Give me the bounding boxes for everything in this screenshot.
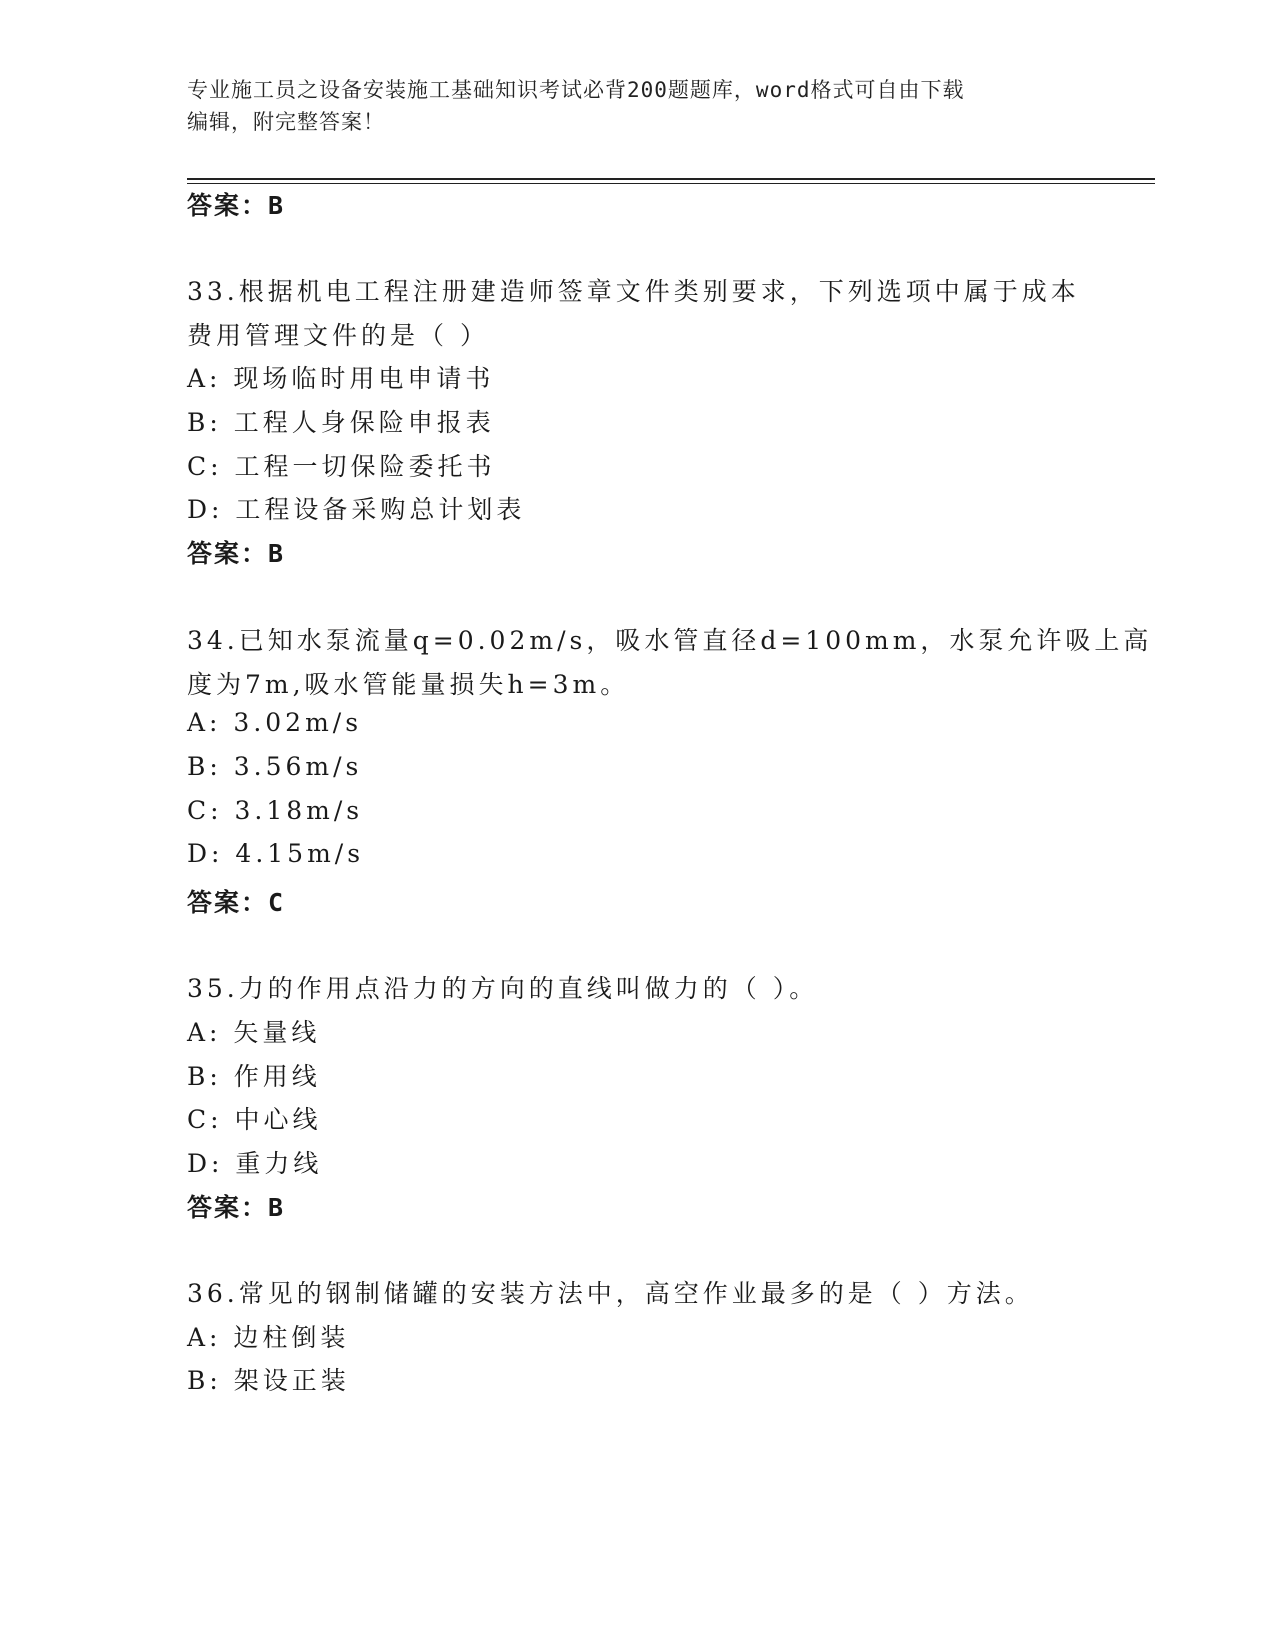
question-35-option-c: C: 中心线 [187, 1105, 322, 1134]
answer-q35: 答案：B [187, 1193, 286, 1222]
answer-q33: 答案：B [187, 539, 286, 568]
question-34-stem-line-2: 度为7m,吸水管能量损失h=3m。 [187, 670, 630, 699]
document-header [187, 74, 1087, 138]
question-34-option-b: B: 3.56m/s [187, 752, 363, 781]
question-36-option-b: B: 架设正装 [187, 1366, 350, 1395]
question-33-option-c: C: 工程一切保险委托书 [187, 452, 496, 481]
question-35-stem-line-1: 35.力的作用点沿力的方向的直线叫做力的（ ）。 [187, 974, 819, 1003]
header-divider-thin [187, 183, 1155, 184]
question-34-option-d: D: 4.15m/s [187, 839, 365, 868]
header-divider-thick [187, 178, 1155, 180]
question-33-option-b: B: 工程人身保险申报表 [187, 408, 495, 437]
answer-q32: 答案：B [187, 191, 286, 220]
question-34-option-a: A: 3.02m/s [187, 708, 363, 737]
question-36-stem-line-1: 36.常见的钢制储罐的安装方法中，高空作业最多的是（ ）方法。 [187, 1279, 1034, 1308]
question-33-option-a: A: 现场临时用电申请书 [187, 364, 495, 393]
answer-q34: 答案：C [187, 888, 286, 917]
header-title-line-1: 专业施工员之设备安装施工基础知识考试必背200题题库，word格式可自由下载 [187, 78, 965, 102]
question-35-option-a: A: 矢量线 [187, 1018, 321, 1047]
question-33-option-d: D: 工程设备采购总计划表 [187, 495, 526, 524]
question-34-option-c: C: 3.18m/s [187, 796, 364, 825]
question-36-option-a: A: 边柱倒装 [187, 1323, 350, 1352]
question-33-stem-line-2: 费用管理文件的是（ ） [187, 321, 489, 350]
header-title-line-2: 编辑，附完整答案！ [187, 110, 385, 134]
question-35-option-b: B: 作用线 [187, 1062, 321, 1091]
question-34-stem-line-1: 34.已知水泵流量q=0.02m/s，吸水管直径d=100mm，水泵允许吸上高 [187, 626, 1153, 655]
question-35-option-d: D: 重力线 [187, 1149, 323, 1178]
question-33-stem-line-1: 33.根据机电工程注册建造师签章文件类别要求，下列选项中属于成本 [187, 277, 1080, 306]
